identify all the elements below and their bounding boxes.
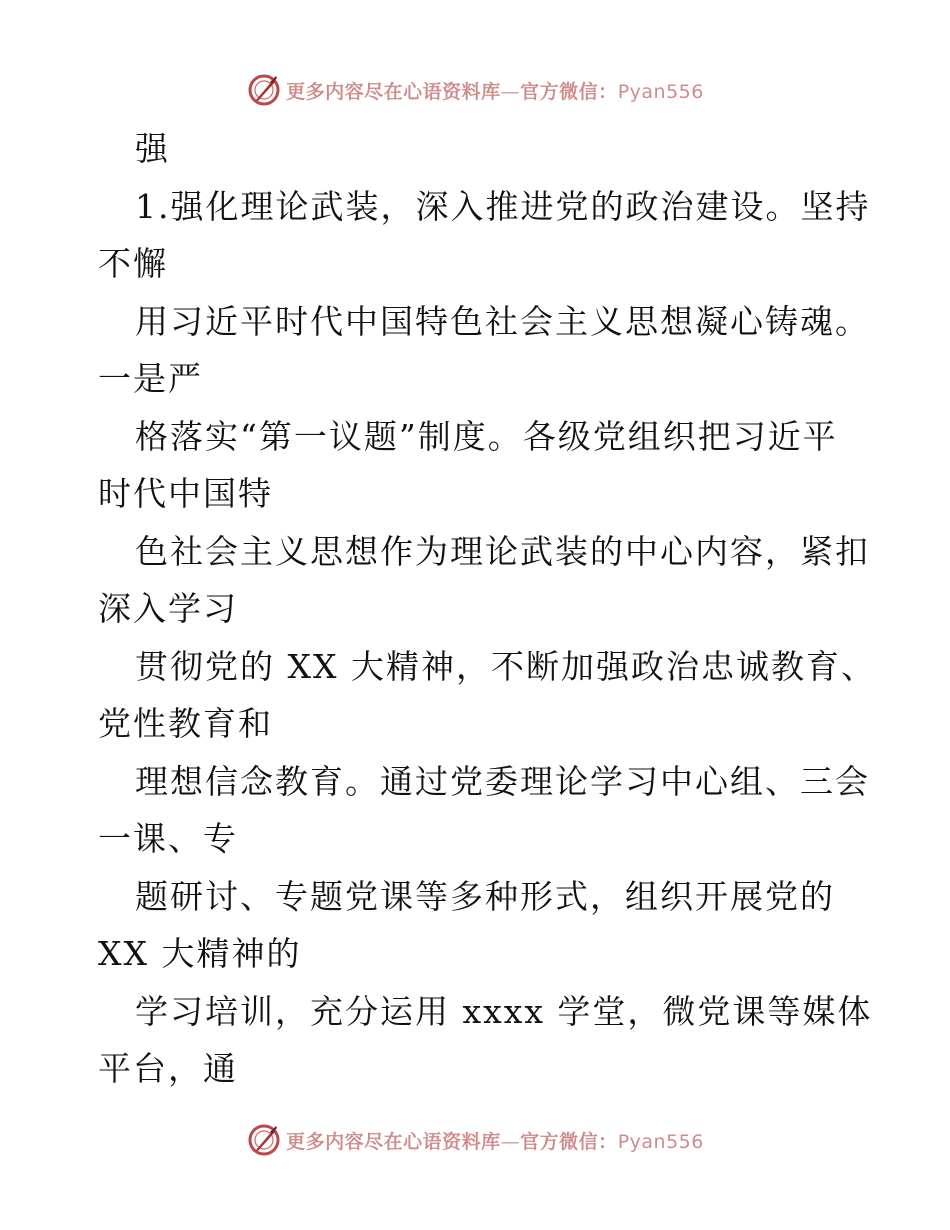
text-line: 色社会主义思想作为理论武装的中心内容，紧扣 [135, 531, 870, 571]
watermark-text: 更多内容尽在心语资料库—官方微信：Pyan556 [286, 1130, 704, 1153]
watermark-text: 更多内容尽在心语资料库—官方微信：Pyan556 [286, 80, 704, 103]
text-line: 一是严 [98, 359, 203, 398]
text-line: 一课、专 [98, 819, 238, 858]
text-line: 深入学习 [98, 589, 238, 628]
text-line: 题研讨、专题党课等多种形式，组织开展党的 [135, 876, 835, 916]
text-line: XX 大精神的 [98, 934, 302, 973]
header-watermark [0, 70, 950, 110]
text-line: 格落实“第一议题”制度。各级党组织把习近平 [135, 416, 838, 456]
text-line: 时代中国特 [98, 474, 273, 513]
text-line: 用习近平时代中国特色社会主义思想凝心铸魂。 [135, 301, 870, 341]
text-line: 理想信念教育。通过党委理论学习中心组、三会 [135, 761, 870, 801]
text-line: 不懈 [98, 244, 168, 283]
text-line: 强 [135, 129, 170, 168]
text-line: 党性教育和 [98, 704, 273, 743]
footer-watermark [0, 1120, 950, 1160]
document-body [98, 120, 876, 1098]
text-line: 学习培训，充分运用 xxxx 学堂，微党课等媒体 [135, 991, 873, 1031]
quill-pen-logo-icon [246, 72, 282, 108]
text-line: 贯彻党的 XX 大精神，不断加强政治忠诚教育、 [135, 646, 876, 686]
quill-pen-logo-icon [246, 1122, 282, 1158]
text-line: 1.强化理论武装，深入推进党的政治建设。坚持 [135, 186, 871, 226]
text-line: 平台，通 [98, 1049, 238, 1088]
